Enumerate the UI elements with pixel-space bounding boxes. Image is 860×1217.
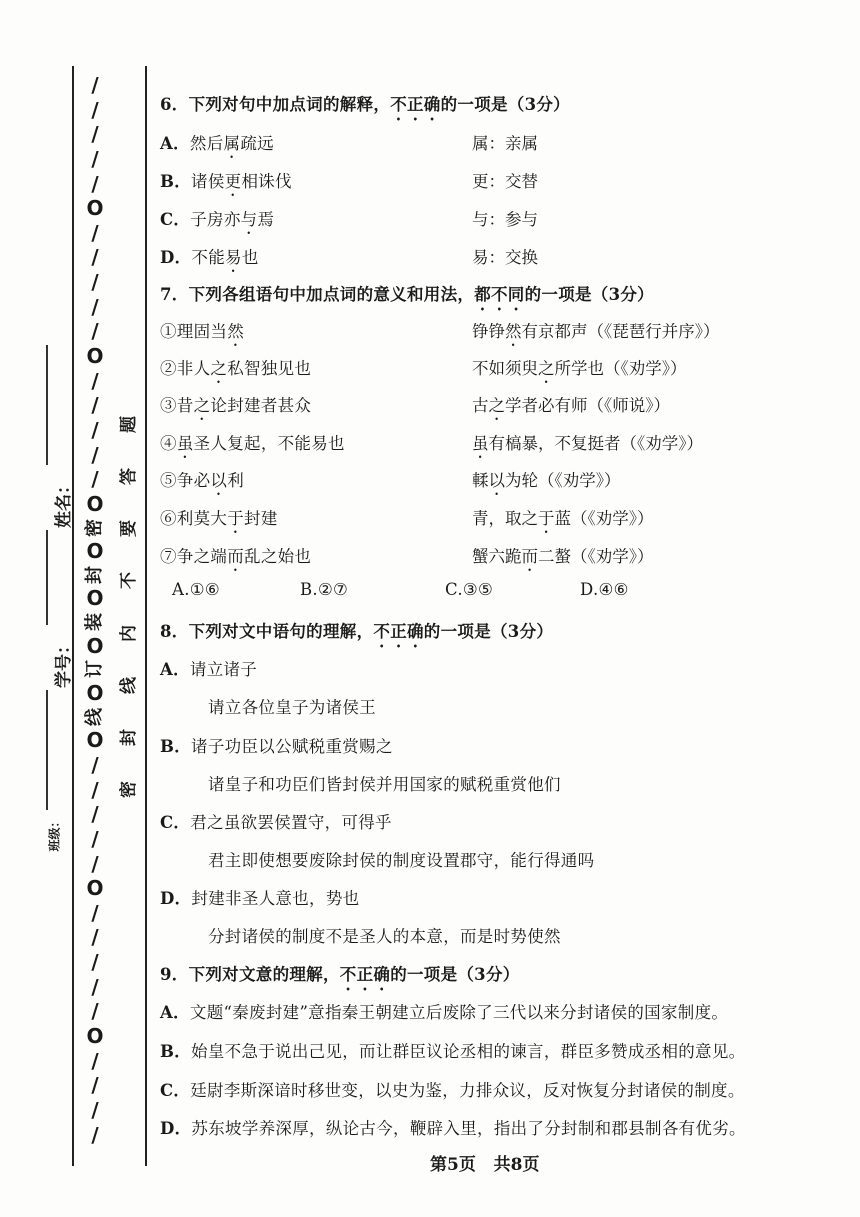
page-number: 第5页: [430, 1155, 476, 1175]
seal-mark: /: [91, 171, 99, 196]
seal-mark: /: [91, 1073, 99, 1098]
q7-pair-right: 铮铮然有京都声（《琵琶行并序》）: [472, 322, 720, 341]
seal-mark: /: [91, 1048, 99, 1073]
binding-border-outer: [72, 66, 74, 1166]
q8-option-b: B．诸子功臣以公赋税重赏赐之: [160, 737, 393, 756]
seal-mark: O: [86, 344, 104, 369]
seal-mark: /: [91, 900, 99, 925]
seal-mark: /: [91, 368, 99, 393]
q7-pair-left: ③昔之论封建者甚众: [160, 396, 312, 415]
seal-mark: /: [91, 442, 99, 467]
seal-mark: /: [91, 97, 99, 122]
q9-option-b: B．始皇不急于说出己见，而让群臣议论丞相的谏言，群臣多赞成丞相的意见。: [160, 1042, 746, 1061]
seal-mark: /: [91, 851, 99, 876]
q6-option-d: D．不能易也: [160, 248, 259, 267]
id-blank: [46, 530, 48, 625]
warning-char: 线: [118, 676, 139, 694]
seal-mark: 订: [84, 660, 105, 679]
class-blank: [46, 690, 48, 810]
q7-pair-left: ⑤争必以利: [160, 471, 245, 490]
q8-explain-b: 诸皇子和功臣们皆封侯并用国家的赋税重赏他们: [208, 775, 561, 794]
seal-mark: O: [86, 539, 104, 564]
q7-pair-right: 古之学者必有师（《师说》）: [472, 396, 670, 415]
seal-mark: /: [91, 802, 99, 827]
q9-option-c: C．廷尉李斯深谙时移世变，以史为鉴，力排众议，反对恢复分封诸侯的制度。: [160, 1081, 745, 1100]
seal-mark: /: [91, 777, 99, 802]
seal-mark: /: [91, 974, 99, 999]
q8-explain-c: 君主即使想要废除封侯的制度设置郡守，能行得通吗: [208, 851, 595, 870]
q8-option-d: D．封建非圣人意也，势也: [160, 889, 360, 908]
page-footer: [430, 1150, 539, 1175]
seal-mark: /: [91, 1097, 99, 1122]
warning-char: 密: [118, 780, 139, 798]
name-blank: [46, 345, 48, 465]
binding-seal-line: [80, 75, 110, 1145]
q7-pair-left: ⑦争之端而乱之始也: [160, 547, 312, 566]
seal-mark: /: [91, 393, 99, 418]
seal-mark: 密: [84, 518, 105, 537]
seal-mark: /: [91, 752, 99, 777]
seal-mark: O: [86, 681, 104, 706]
q6-gloss-b: 更：交替: [472, 172, 538, 191]
q7-pair-left: ⑥利莫大于封建: [160, 509, 278, 528]
q7-pair-left: ①理固当然: [160, 322, 245, 341]
q6-option-a: A．然后属疏远: [160, 134, 274, 153]
seal-mark: /: [91, 826, 99, 851]
seal-mark: O: [86, 586, 104, 611]
seal-mark: /: [91, 270, 99, 295]
class-label: 班级：: [47, 815, 62, 852]
q6-option-b: B．诸侯更相诛伐: [160, 172, 292, 191]
seal-mark: O: [86, 876, 104, 901]
seal-mark: /: [91, 950, 99, 975]
id-label: 学号：: [54, 637, 74, 688]
q8-option-a: A．请立诸子: [160, 660, 258, 679]
seal-mark: 装: [84, 613, 105, 632]
q7-pair-right: 青，取之于蓝（《劝学》）: [472, 509, 654, 528]
seal-mark: O: [86, 728, 104, 753]
question-8-stem: 8．下列对文中语句的理解，不正确的一项是（3分）: [160, 622, 554, 641]
q7-pair-right: 輮以为轮（《劝学》）: [472, 471, 621, 490]
q7-choice-d: D.④⑥: [580, 580, 629, 599]
seal-mark: O: [86, 633, 104, 658]
q8-explain-a: 请立各位皇子为诸侯王: [208, 698, 376, 717]
question-6-stem: 6．下列对句中加点词的解释，不正确的一项是（3分）: [160, 95, 570, 114]
q6-gloss-c: 与：参与: [472, 210, 538, 229]
name-label: 姓名：: [54, 477, 74, 528]
warning-char: 要: [118, 520, 139, 538]
q6-gloss-a: 属：亲属: [472, 134, 538, 153]
q7-choice-c: C.③⑤: [445, 580, 494, 599]
warning-char: 答: [118, 468, 139, 486]
warning-char: 不: [118, 572, 139, 590]
seal-mark: O: [86, 1023, 104, 1048]
warning-char: 题: [118, 416, 139, 433]
seal-mark: /: [91, 220, 99, 245]
seal-mark: 封: [84, 565, 105, 584]
q7-pair-left: ④虽圣人复起，不能易也: [160, 434, 345, 453]
seal-mark: /: [91, 319, 99, 344]
seal-mark: 线: [84, 707, 105, 726]
binding-border-inner: [145, 66, 147, 1166]
q7-pair-left: ②非人之私智独见也: [160, 359, 312, 378]
q9-option-d: D．苏东坡学养深厚，纵论古今，鞭辟入里，指出了分封制和郡县制各有优劣。: [160, 1119, 746, 1138]
q7-pair-right: 不如须臾之所学也（《劝学》）: [472, 359, 687, 378]
page-total: 共8页: [493, 1155, 540, 1175]
q7-choice-a: A.①⑥: [172, 580, 220, 599]
warning-char: 内: [118, 624, 139, 642]
seal-mark: O: [86, 196, 104, 221]
q7-pair-right: 蟹六跪而二螯（《劝学》）: [472, 547, 654, 566]
seal-mark: /: [91, 122, 99, 147]
q8-option-c: C．君之虽欲罢侯置守，可得乎: [160, 813, 392, 832]
q6-option-c: C．子房亦与焉: [160, 210, 275, 229]
q9-option-a: A．文题“秦废封建”意指秦王朝建立后废除了三代以来分封诸侯的国家制度。: [160, 1003, 729, 1022]
seal-mark: /: [91, 925, 99, 950]
seal-mark: /: [91, 245, 99, 270]
question-7-stem: 7．下列各组语句中加点词的意义和用法，都不同的一项是（3分）: [160, 285, 654, 304]
seal-mark: /: [91, 999, 99, 1024]
warning-char: 封: [118, 728, 139, 746]
seal-mark: /: [91, 294, 99, 319]
question-9-stem: 9．下列对文意的理解，不正确的一项是（3分）: [160, 965, 520, 984]
seal-mark: /: [91, 467, 99, 492]
q8-explain-d: 分封诸侯的制度不是圣人的本意，而是时势使然: [208, 927, 561, 946]
seal-mark: O: [86, 491, 104, 516]
seal-mark: /: [91, 1122, 99, 1147]
seal-mark: /: [91, 73, 99, 97]
q7-choice-b: B.②⑦: [300, 580, 349, 599]
q7-pair-right: 虽有槁暴，不复挺者（《劝学》）: [472, 434, 703, 453]
seal-mark: /: [91, 146, 99, 171]
seal-mark: /: [91, 417, 99, 442]
binding-warning: [112, 412, 140, 802]
q6-gloss-d: 易：交换: [472, 248, 538, 267]
